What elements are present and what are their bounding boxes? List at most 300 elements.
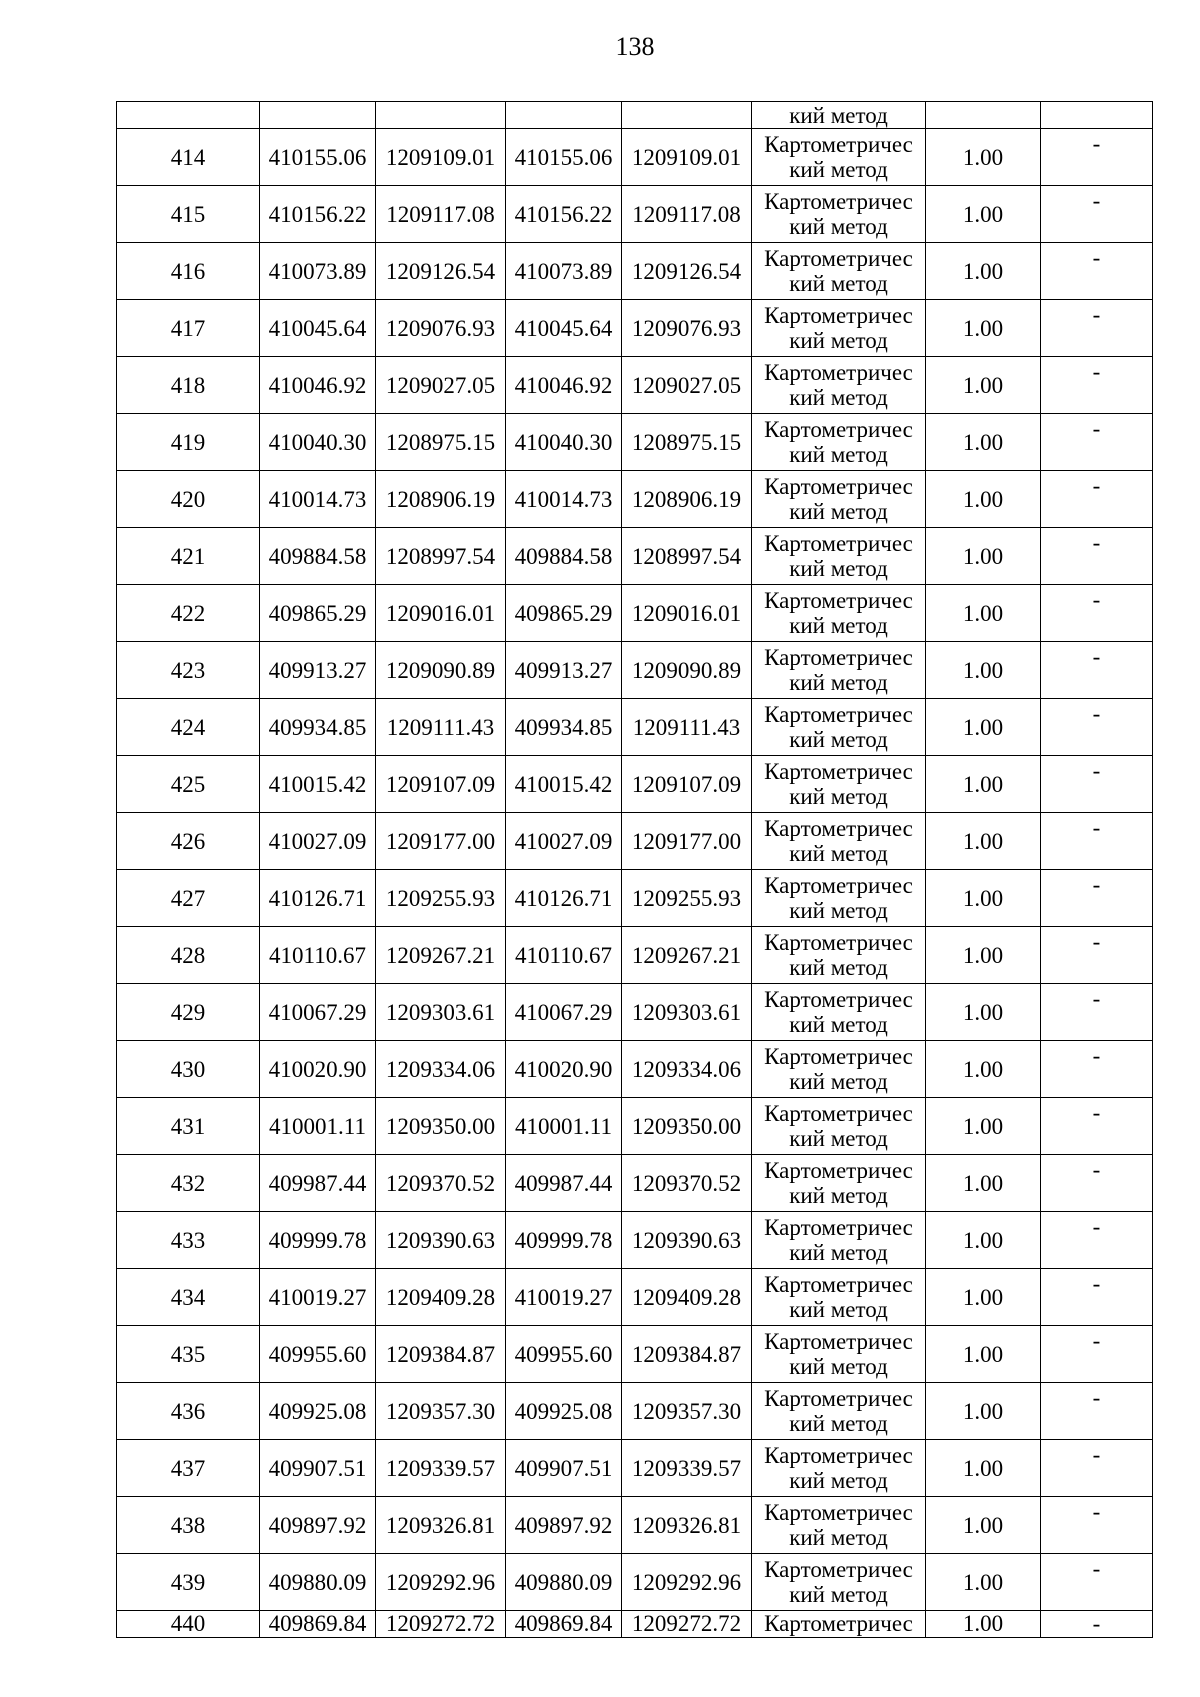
table-row	[117, 1554, 1153, 1611]
cell-y-new: 1209126.54	[622, 243, 752, 300]
method-line-1: Картометричес	[764, 1611, 913, 1636]
cell-x-new: 410155.06	[506, 129, 622, 186]
cell-point-number: 434	[117, 1269, 260, 1326]
cell-x-existing: 409934.85	[260, 699, 376, 756]
cell-method	[752, 927, 926, 984]
cell-y-new: 1209384.87	[622, 1326, 752, 1383]
cell-point-number: 433	[117, 1212, 260, 1269]
cell-description: -	[1041, 1497, 1153, 1554]
table-row	[117, 984, 1153, 1041]
cell-x-existing: 410110.67	[260, 927, 376, 984]
cell-y-new: 1209109.01	[622, 129, 752, 186]
table-row	[117, 129, 1153, 186]
cell-x-new: 410019.27	[506, 1269, 622, 1326]
cell-x-existing: 410156.22	[260, 186, 376, 243]
cell-method	[752, 102, 926, 129]
method-line-2: кий метод	[789, 214, 888, 239]
cell-y-existing: 1209350.00	[376, 1098, 506, 1155]
cell-accuracy: 1.00	[926, 1041, 1041, 1098]
method-line-2: кий метод	[789, 784, 888, 809]
cell-point-number: 431	[117, 1098, 260, 1155]
cell-point-number: 439	[117, 1554, 260, 1611]
cell-method	[752, 1212, 926, 1269]
method-line-1: Картометричес	[764, 1500, 913, 1525]
cell-description: -	[1041, 129, 1153, 186]
cell-x-existing: 409897.92	[260, 1497, 376, 1554]
cell-y-existing: 1209326.81	[376, 1497, 506, 1554]
cell-y-existing: 1209016.01	[376, 585, 506, 642]
cell-y-existing: 1209272.72	[376, 1611, 506, 1638]
cell-y-new: 1208906.19	[622, 471, 752, 528]
method-line-1: Картометричес	[764, 474, 913, 499]
cell-description: -	[1041, 300, 1153, 357]
cell-y-existing: 1209334.06	[376, 1041, 506, 1098]
cell-accuracy: 1.00	[926, 243, 1041, 300]
cell-x-new: 410156.22	[506, 186, 622, 243]
cell-accuracy: 1.00	[926, 1440, 1041, 1497]
table-row	[117, 1155, 1153, 1212]
cell-point-number: 420	[117, 471, 260, 528]
cell-method	[752, 585, 926, 642]
cell-accuracy: 1.00	[926, 1611, 1041, 1638]
table-row	[117, 699, 1153, 756]
cell-x-existing	[260, 102, 376, 129]
cell-x-existing: 409987.44	[260, 1155, 376, 1212]
cell-point-number: 438	[117, 1497, 260, 1554]
table-row	[117, 186, 1153, 243]
cell-accuracy: 1.00	[926, 414, 1041, 471]
method-line-2: кий метод	[789, 1525, 888, 1550]
method-line-2: кий метод	[789, 442, 888, 467]
cell-method	[752, 984, 926, 1041]
cell-description: -	[1041, 1212, 1153, 1269]
cell-x-existing: 410073.89	[260, 243, 376, 300]
cell-description: -	[1041, 756, 1153, 813]
cell-x-existing: 410046.92	[260, 357, 376, 414]
cell-y-existing: 1208906.19	[376, 471, 506, 528]
cell-accuracy: 1.00	[926, 870, 1041, 927]
cell-accuracy: 1.00	[926, 1497, 1041, 1554]
method-line-1: Картометричес	[764, 1329, 913, 1354]
cell-x-existing: 409999.78	[260, 1212, 376, 1269]
cell-description: -	[1041, 927, 1153, 984]
cell-x-new: 409913.27	[506, 642, 622, 699]
table-row	[117, 471, 1153, 528]
cell-method	[752, 1098, 926, 1155]
cell-y-new: 1209350.00	[622, 1098, 752, 1155]
cell-method	[752, 1497, 926, 1554]
cell-method	[752, 813, 926, 870]
cell-accuracy: 1.00	[926, 1383, 1041, 1440]
cell-y-existing: 1209117.08	[376, 186, 506, 243]
method-line-1: Картометричес	[764, 702, 913, 727]
cell-y-new: 1208997.54	[622, 528, 752, 585]
cell-description: -	[1041, 1155, 1153, 1212]
table-row	[117, 1383, 1153, 1440]
method-line-1: Картометричес	[764, 1158, 913, 1183]
cell-description: -	[1041, 1440, 1153, 1497]
page-number: 138	[615, 32, 655, 61]
table-row	[117, 1440, 1153, 1497]
cell-x-existing: 409869.84	[260, 1611, 376, 1638]
method-line-2: кий метод	[789, 955, 888, 980]
method-line-2: кий метод	[789, 1411, 888, 1436]
cell-y-new: 1208975.15	[622, 414, 752, 471]
cell-y-new: 1209370.52	[622, 1155, 752, 1212]
cell-x-new	[506, 102, 622, 129]
table-row	[117, 1497, 1153, 1554]
cell-y-new: 1209303.61	[622, 984, 752, 1041]
cell-x-existing: 410040.30	[260, 414, 376, 471]
cell-method	[752, 1611, 926, 1638]
cell-x-new: 409925.08	[506, 1383, 622, 1440]
cell-x-new: 409987.44	[506, 1155, 622, 1212]
cell-method	[752, 129, 926, 186]
cell-method	[752, 1440, 926, 1497]
cell-method	[752, 528, 926, 585]
cell-y-existing	[376, 102, 506, 129]
cell-y-new: 1209334.06	[622, 1041, 752, 1098]
cell-description: -	[1041, 1383, 1153, 1440]
cell-method	[752, 1269, 926, 1326]
cell-y-new: 1209107.09	[622, 756, 752, 813]
cell-point-number: 437	[117, 1440, 260, 1497]
cell-x-new: 410014.73	[506, 471, 622, 528]
cell-method	[752, 1041, 926, 1098]
table-row	[117, 813, 1153, 870]
method-line-2: кий метод	[789, 1069, 888, 1094]
table-row	[117, 927, 1153, 984]
table-row-continued	[117, 102, 1153, 129]
cell-y-new: 1209111.43	[622, 699, 752, 756]
method-line-1: Картометричес	[764, 1272, 913, 1297]
cell-point-number: 430	[117, 1041, 260, 1098]
cell-point-number: 428	[117, 927, 260, 984]
cell-x-new: 410027.09	[506, 813, 622, 870]
cell-description: -	[1041, 1269, 1153, 1326]
cell-accuracy: 1.00	[926, 756, 1041, 813]
cell-point-number: 418	[117, 357, 260, 414]
method-line-2: кий метод	[789, 1582, 888, 1607]
cell-x-new: 410046.92	[506, 357, 622, 414]
method-line-1: Картометричес	[764, 816, 913, 841]
cell-x-existing: 410020.90	[260, 1041, 376, 1098]
cell-x-new: 409907.51	[506, 1440, 622, 1497]
cell-y-existing: 1209076.93	[376, 300, 506, 357]
cell-point-number: 415	[117, 186, 260, 243]
cell-accuracy: 1.00	[926, 642, 1041, 699]
method-line-2: кий метод	[789, 328, 888, 353]
cell-accuracy: 1.00	[926, 357, 1041, 414]
cell-y-new: 1209016.01	[622, 585, 752, 642]
cell-y-existing: 1209107.09	[376, 756, 506, 813]
method-line-2: кий метод	[789, 1240, 888, 1265]
cell-x-existing: 410014.73	[260, 471, 376, 528]
cell-x-existing: 410045.64	[260, 300, 376, 357]
method-line-2: кий метод	[789, 613, 888, 638]
cell-accuracy: 1.00	[926, 300, 1041, 357]
cell-y-new: 1209409.28	[622, 1269, 752, 1326]
cell-accuracy: 1.00	[926, 927, 1041, 984]
cell-y-existing: 1209027.05	[376, 357, 506, 414]
cell-method	[752, 1383, 926, 1440]
cell-method	[752, 300, 926, 357]
method-line-1: Картометричес	[764, 645, 913, 670]
cell-x-existing: 410019.27	[260, 1269, 376, 1326]
table-row	[117, 1269, 1153, 1326]
method-line-1: Картометричес	[764, 1443, 913, 1468]
cell-x-new: 410067.29	[506, 984, 622, 1041]
cell-x-existing: 409925.08	[260, 1383, 376, 1440]
cell-accuracy: 1.00	[926, 1554, 1041, 1611]
table-row	[117, 243, 1153, 300]
cell-y-new: 1209390.63	[622, 1212, 752, 1269]
method-line-2: кий метод	[789, 271, 888, 296]
cell-y-existing: 1209390.63	[376, 1212, 506, 1269]
method-line-1: Картометричес	[764, 360, 913, 385]
cell-description: -	[1041, 642, 1153, 699]
cell-x-existing: 409880.09	[260, 1554, 376, 1611]
cell-description: -	[1041, 243, 1153, 300]
cell-description: -	[1041, 1326, 1153, 1383]
method-line-2: кий метод	[789, 1183, 888, 1208]
cell-accuracy: 1.00	[926, 984, 1041, 1041]
cell-method	[752, 642, 926, 699]
table-row	[117, 1098, 1153, 1155]
cell-y-existing: 1209303.61	[376, 984, 506, 1041]
cell-method	[752, 870, 926, 927]
cell-x-new: 410110.67	[506, 927, 622, 984]
cell-description: -	[1041, 870, 1153, 927]
method-line-1: Картометричес	[764, 588, 913, 613]
cell-description: -	[1041, 471, 1153, 528]
cell-description: -	[1041, 1611, 1153, 1638]
cell-point-number: 423	[117, 642, 260, 699]
cell-y-existing: 1209292.96	[376, 1554, 506, 1611]
cell-x-new: 409934.85	[506, 699, 622, 756]
cell-y-existing: 1208975.15	[376, 414, 506, 471]
cell-y-existing: 1209090.89	[376, 642, 506, 699]
cell-method	[752, 471, 926, 528]
cell-point-number: 414	[117, 129, 260, 186]
cell-point-number: 417	[117, 300, 260, 357]
cell-accuracy: 1.00	[926, 528, 1041, 585]
method-line-1: Картометричес	[764, 873, 913, 898]
table-row	[117, 528, 1153, 585]
cell-x-existing: 409865.29	[260, 585, 376, 642]
method-line-2: кий метод	[789, 1012, 888, 1037]
method-line-2: кий метод	[789, 898, 888, 923]
cell-x-new: 410045.64	[506, 300, 622, 357]
cell-accuracy: 1.00	[926, 1155, 1041, 1212]
cell-accuracy: 1.00	[926, 1098, 1041, 1155]
cell-accuracy: 1.00	[926, 186, 1041, 243]
cell-accuracy: 1.00	[926, 1269, 1041, 1326]
cell-method	[752, 1155, 926, 1212]
method-line-1: Картометричес	[764, 1044, 913, 1069]
cell-method	[752, 756, 926, 813]
cell-y-new: 1209177.00	[622, 813, 752, 870]
cell-point-number: 432	[117, 1155, 260, 1212]
cell-point-number: 425	[117, 756, 260, 813]
table-row	[117, 870, 1153, 927]
cell-x-existing: 410027.09	[260, 813, 376, 870]
cell-y-new: 1209090.89	[622, 642, 752, 699]
cell-method	[752, 1554, 926, 1611]
cell-x-new: 409869.84	[506, 1611, 622, 1638]
table-row	[117, 756, 1153, 813]
method-line-1: Картометричес	[764, 531, 913, 556]
cell-x-existing: 410001.11	[260, 1098, 376, 1155]
method-line-2: кий метод	[789, 157, 888, 182]
cell-y-new: 1209339.57	[622, 1440, 752, 1497]
method-line-2: кий метод	[789, 670, 888, 695]
table-row	[117, 585, 1153, 642]
table-row	[117, 642, 1153, 699]
method-line-1: Картометричес	[764, 987, 913, 1012]
cell-x-existing: 410126.71	[260, 870, 376, 927]
table-row	[117, 357, 1153, 414]
cell-description: -	[1041, 1098, 1153, 1155]
cell-accuracy: 1.00	[926, 585, 1041, 642]
cell-y-new: 1209357.30	[622, 1383, 752, 1440]
method-line-2: кий метод	[789, 1126, 888, 1151]
cell-x-new: 409955.60	[506, 1326, 622, 1383]
method-line-1: Картометричес	[764, 1557, 913, 1582]
table-row	[117, 1041, 1153, 1098]
cell-x-new: 410015.42	[506, 756, 622, 813]
cell-y-existing: 1209384.87	[376, 1326, 506, 1383]
cell-x-existing: 410155.06	[260, 129, 376, 186]
cell-x-new: 409880.09	[506, 1554, 622, 1611]
cell-x-existing: 409907.51	[260, 1440, 376, 1497]
method-line-1: Картометричес	[764, 189, 913, 214]
cell-y-existing: 1208997.54	[376, 528, 506, 585]
cell-y-new: 1209255.93	[622, 870, 752, 927]
method-line-1: Картометричес	[764, 303, 913, 328]
cell-y-new: 1209326.81	[622, 1497, 752, 1554]
cell-y-new: 1209292.96	[622, 1554, 752, 1611]
cell-method	[752, 357, 926, 414]
cell-x-new: 410001.11	[506, 1098, 622, 1155]
table-row	[117, 1212, 1153, 1269]
method-line-1: Картометричес	[764, 246, 913, 271]
cell-description: -	[1041, 357, 1153, 414]
cell-x-new: 409865.29	[506, 585, 622, 642]
cell-method	[752, 1326, 926, 1383]
table-row	[117, 1326, 1153, 1383]
method-line-2: кий метод	[789, 385, 888, 410]
method-line-1: Картометричес	[764, 132, 913, 157]
table-row	[117, 414, 1153, 471]
cell-method	[752, 186, 926, 243]
method-line-2: кий метод	[789, 499, 888, 524]
method-line-2: кий метод	[789, 727, 888, 752]
cell-x-new: 410040.30	[506, 414, 622, 471]
cell-y-existing: 1209339.57	[376, 1440, 506, 1497]
cell-accuracy: 1.00	[926, 699, 1041, 756]
cell-description: -	[1041, 1041, 1153, 1098]
method-line-2: кий метод	[789, 1354, 888, 1379]
cell-point-number: 424	[117, 699, 260, 756]
cell-point-number: 421	[117, 528, 260, 585]
cell-point-number: 429	[117, 984, 260, 1041]
method-line-2: кий метод	[789, 556, 888, 581]
cell-y-new: 1209027.05	[622, 357, 752, 414]
cell-accuracy: 1.00	[926, 1212, 1041, 1269]
table-row-partial	[117, 1611, 1153, 1638]
table-row	[117, 300, 1153, 357]
cell-y-existing: 1209267.21	[376, 927, 506, 984]
cell-point-number: 422	[117, 585, 260, 642]
cell-y-existing: 1209177.00	[376, 813, 506, 870]
cell-y-existing: 1209126.54	[376, 243, 506, 300]
cell-accuracy: 1.00	[926, 1326, 1041, 1383]
cell-x-existing: 409955.60	[260, 1326, 376, 1383]
cell-x-new: 409884.58	[506, 528, 622, 585]
cell-y-new: 1209117.08	[622, 186, 752, 243]
cell-x-new: 409897.92	[506, 1497, 622, 1554]
cell-description	[1041, 102, 1153, 129]
cell-method	[752, 699, 926, 756]
cell-y-new: 1209267.21	[622, 927, 752, 984]
cell-point-number: 416	[117, 243, 260, 300]
cell-description: -	[1041, 984, 1153, 1041]
cell-y-existing: 1209357.30	[376, 1383, 506, 1440]
cell-y-new: 1209076.93	[622, 300, 752, 357]
cell-accuracy: 1.00	[926, 813, 1041, 870]
method-line-1: Картометричес	[764, 759, 913, 784]
cell-point-number	[117, 102, 260, 129]
cell-accuracy	[926, 102, 1041, 129]
cell-point-number: 426	[117, 813, 260, 870]
cell-y-existing: 1209409.28	[376, 1269, 506, 1326]
method-line-1: Картометричес	[764, 1101, 913, 1126]
cell-point-number: 435	[117, 1326, 260, 1383]
cell-x-existing: 409884.58	[260, 528, 376, 585]
cell-point-number: 419	[117, 414, 260, 471]
cell-y-new	[622, 102, 752, 129]
cell-description: -	[1041, 1554, 1153, 1611]
cell-description: -	[1041, 528, 1153, 585]
method-line-1: Картометричес	[764, 1215, 913, 1240]
method-line-1: Картометричес	[764, 417, 913, 442]
method-line-2: кий метод	[789, 1297, 888, 1322]
cell-y-existing: 1209370.52	[376, 1155, 506, 1212]
cell-x-existing: 409913.27	[260, 642, 376, 699]
cell-x-existing: 410067.29	[260, 984, 376, 1041]
cell-point-number: 440	[117, 1611, 260, 1638]
cell-point-number: 427	[117, 870, 260, 927]
cell-y-existing: 1209255.93	[376, 870, 506, 927]
cell-description: -	[1041, 414, 1153, 471]
cell-description: -	[1041, 186, 1153, 243]
cell-description: -	[1041, 699, 1153, 756]
cell-accuracy: 1.00	[926, 129, 1041, 186]
cell-method	[752, 243, 926, 300]
method-line-2: кий метод	[789, 1468, 888, 1493]
cell-x-new: 409999.78	[506, 1212, 622, 1269]
method-line-2: кий метод	[789, 103, 888, 128]
table-body	[117, 102, 1153, 1638]
cell-x-new: 410073.89	[506, 243, 622, 300]
cell-x-new: 410126.71	[506, 870, 622, 927]
cell-x-existing: 410015.42	[260, 756, 376, 813]
coordinates-table	[116, 101, 1153, 1638]
method-line-1: Картометричес	[764, 930, 913, 955]
cell-description: -	[1041, 813, 1153, 870]
method-line-2: кий метод	[789, 841, 888, 866]
